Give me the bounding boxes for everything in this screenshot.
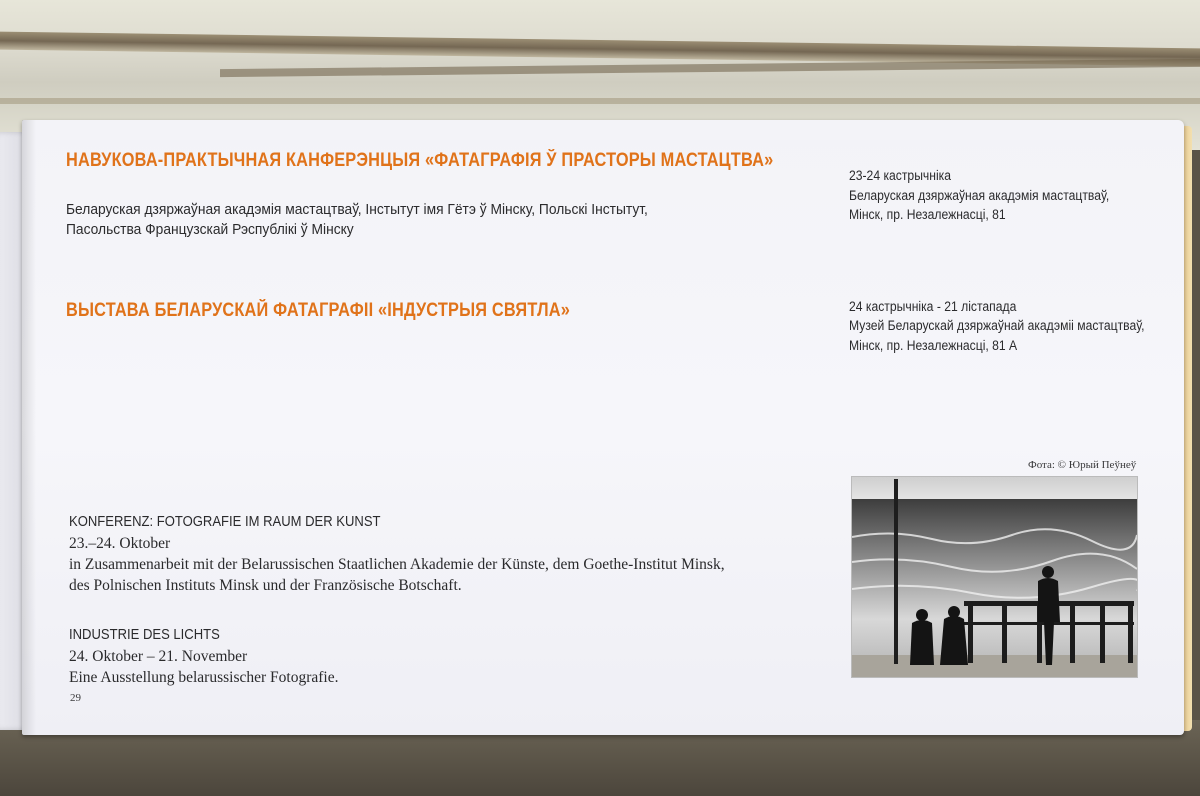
event-venue-line: Мінск, пр. Незалежнасці, 81 [849, 207, 1006, 222]
event-description-line: Беларуская дзяржаўная акадэмія мастацтваў, Інстытут імя Гётэ ў Мінску, Польскі Інстытут, [66, 201, 648, 218]
photo-credit: Фота: © Юрый Пеўнеў [1028, 459, 1137, 471]
german-event-text-line: Eine Ausstellung belarussischer Fotografie. [69, 669, 339, 686]
event-description-line: Пасольства Французскай Рэспублікі ў Мінску [66, 221, 354, 238]
german-event-block [69, 625, 338, 688]
event-venue-line: Мінск, пр. Незалежнасці, 81 А [849, 338, 1018, 353]
page-number: 29 [70, 692, 81, 704]
german-event-date: 24. Oktober – 21. November [69, 648, 248, 665]
german-event-heading: INDUSTRIE DES LICHTS [69, 627, 220, 643]
event-venue-line: Музей Беларускай дзяржаўнай акадэміі мастацтваў, [849, 318, 1145, 333]
german-event-block [69, 512, 725, 596]
lamp-post [894, 479, 898, 664]
wall-crack [220, 59, 1200, 77]
event-title: НАВУКОВА-ПРАКТЫЧНАЯ КАНФЕРЭНЦЫЯ «ФАТАГРАФІЯ Ў ПРАСТОРЫ МАСТАЦТВА» [66, 150, 774, 171]
wall-crack [0, 98, 1200, 104]
event-date: 23-24 кастрычніка [849, 168, 952, 183]
german-event-text-line: des Polnischen Instituts Minsk und der Französische Botschaft. [69, 577, 462, 594]
german-event-heading: KONFERENZ: FOTOGRAFIE IM RAUM DER KUNST [69, 514, 381, 530]
event-title: ВЫСТАВА БЕЛАРУСКАЙ ФАТАГРАФІІ «ІНДУСТРЫЯ СВЯТЛА» [66, 300, 570, 321]
beach-photo [851, 476, 1138, 678]
event-date: 24 кастрычніка - 21 лістапада [849, 299, 1017, 314]
event-venue-line: Беларуская дзяржаўная акадэмія мастацтваў, [849, 188, 1110, 203]
booklet-spine [22, 120, 36, 735]
german-event-text-line: in Zusammenarbeit mit der Belarussischen Staatlichen Akademie der Künste, dem Goethe-Institut Minsk, [69, 556, 725, 573]
german-event-date: 23.–24. Oktober [69, 535, 171, 552]
